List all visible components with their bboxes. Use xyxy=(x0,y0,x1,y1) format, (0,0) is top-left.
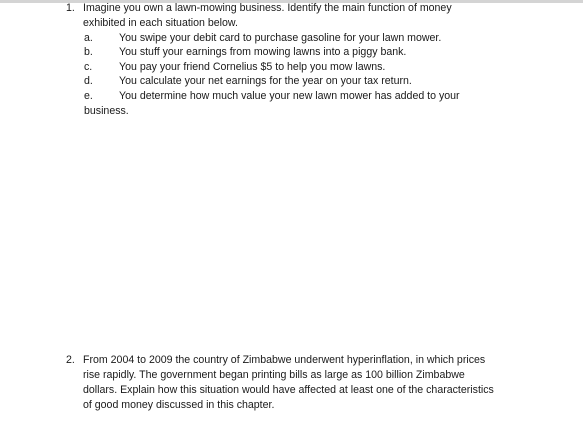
item-c-letter: c. xyxy=(84,61,93,73)
item-a-text: You swipe your debit card to purchase gasoline for your lawn mower. xyxy=(119,32,442,44)
question-2-line-4: of good money discussed in this chapter. xyxy=(83,399,275,411)
item-e-continuation: business. xyxy=(84,105,129,117)
item-e-text: You determine how much value your new lawn mower has added to your xyxy=(119,90,460,102)
question-1-line-2: exhibited in each situation below. xyxy=(83,17,238,29)
item-c-text: You pay your friend Cornelius $5 to help you mow lawns. xyxy=(119,61,386,73)
question-1-number: 1. xyxy=(66,2,75,14)
item-b-text: You stuff your earnings from mowing lawns into a piggy bank. xyxy=(119,46,407,58)
question-2-line-1: From 2004 to 2009 the country of Zimbabwe underwent hyperinflation, in which prices xyxy=(83,354,486,366)
item-d-text: You calculate your net earnings for the year on your tax return. xyxy=(119,75,412,87)
question-1-line-1: Imagine you own a lawn-mowing business. Identify the main function of money xyxy=(83,2,452,14)
item-b-letter: b. xyxy=(84,46,93,58)
question-2-line-2: rise rapidly. The government began printing bills as large as 100 billion Zimbabwe xyxy=(83,369,465,381)
item-a-letter: a. xyxy=(84,32,93,44)
item-d-letter: d. xyxy=(84,75,93,87)
question-2-number: 2. xyxy=(66,354,75,366)
item-e-letter: e. xyxy=(84,90,93,102)
question-2-line-3: dollars. Explain how this situation would have affected at least one of the characteristics xyxy=(83,384,494,396)
